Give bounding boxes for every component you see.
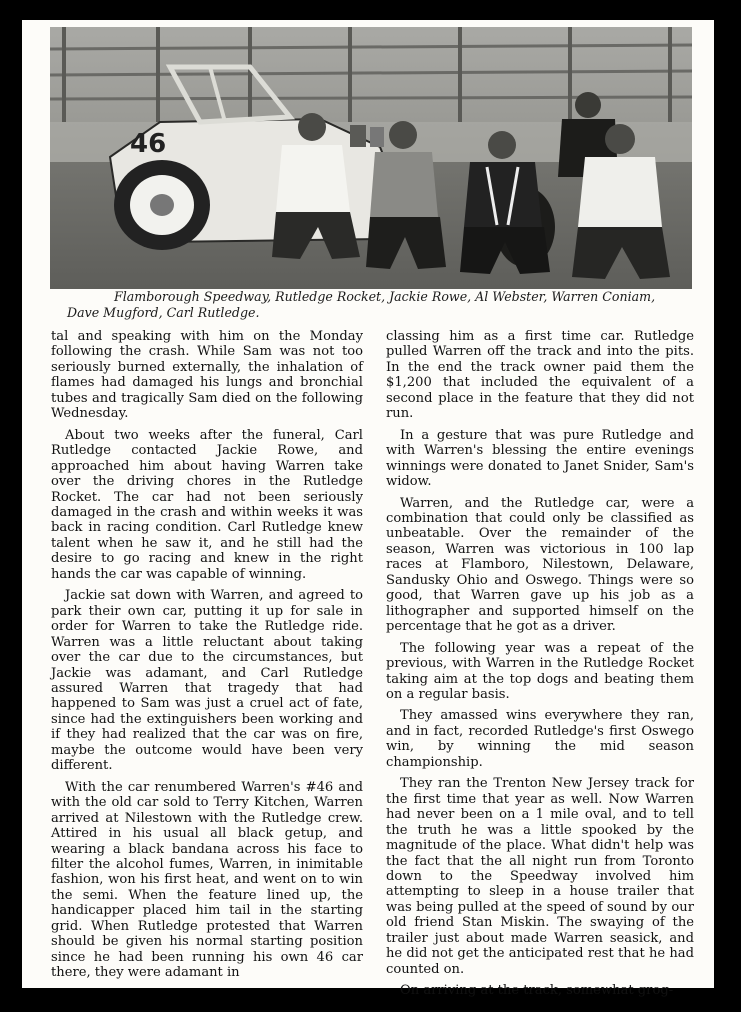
car-number: 46 — [130, 129, 167, 159]
paragraph: In a gesture that was pure Rutledge and with Warren's blessing the entire evenings winnings were donated to Janet Snider, Sam's widow. — [386, 427, 694, 490]
caption-line-2: Dave Mugford, Carl Rutledge. — [67, 305, 260, 320]
paragraph: classing him as a first time car. Rutledge pulled Warren off the track and into the pits. In the end the track owner paid them the $1,200 that included the equivalent of a second place in the feature that they did not run. — [386, 329, 694, 422]
left-column — [51, 329, 363, 987]
paragraph: They ran the Trenton New Jersey track for the first time that year as well. Now Warren had never been on a 1 mile oval, and to tell the truth he was a little spooked by the magnitude of the place. What didn't help was the fact that the all night run from Toronto down to the Speedway involved him attempting to sleep in a house trailer that was being pulled at the speed of sound by our old friend Stan Miskin. The swaying of the trailer just about made Warren seasick, and he did not get the anticipated rest that he had counted on. — [386, 776, 694, 977]
caption-line-1: Flamborough Speedway, Rutledge Rocket, Jackie Rowe, Al Webster, Warren Coniam, — [114, 289, 656, 304]
paragraph: On arriving at the track, somewhat grog- — [400, 983, 674, 999]
paragraph: Jackie sat down with Warren, and agreed to park their own car, putting it up for sale in order for Warren to take the Rutledge ride. Warren was a little reluctant about taking over the car due to the circumstances, but Jackie was adamant, and Carl Rutledge assured Warren that tragedy that had happened to Sam was just a cruel act of fate, since had the extinguishers been working and if they had realized that the car was on fire, maybe the outcome would have been very different. — [51, 588, 363, 774]
paragraph: About two weeks after the funeral, Carl Rutledge contacted Jackie Rowe, and approached him about having Warren take over the driving chores in the Rutledge Rocket. The car had not been seriously damaged in the crash and within weeks it was back in racing condition. Carl Rutledge knew talent when he saw it, and he still had the desire to go racing and knew in the right hands the car was capable of winning. — [51, 427, 363, 582]
magazine-page — [22, 20, 714, 999]
paragraph: The following year was a repeat of the previous, with Warren in the Rutledge Rocket taking aim at the top dogs and beating them on a regular basis. — [386, 640, 694, 702]
right-column — [386, 329, 694, 1005]
paragraph: tal and speaking with him on the Monday following the crash. While Sam was not too seriously burned externally, the inhalation of flames had damaged his lungs and bronchial tubes and tragically Sam died on the following Wednesday. — [51, 329, 363, 422]
paragraph: They amassed wins everywhere they ran, and in fact, recorded Rutledge's first Oswego win, by winning the mid season championship. — [386, 708, 694, 770]
paragraph: Warren, and the Rutledge car, were a combination that could only be classified as unbeatable. Over the remainder of the season, Warren was victorious in 100 lap races at Flamboro, Nilestown, Delaware, Sandusky Ohio and Oswego. Things were so good, that Warren gave up his job as a lithographer and supported himself on the percentage that he got as a driver. — [386, 495, 694, 635]
race-car-photo — [50, 27, 692, 289]
photo-caption — [54, 289, 694, 321]
paragraph: With the car renumbered Warren's #46 and with the old car sold to Terry Kitchen, Warren arrived at Nilestown with the Rutledge crew. Attired in his usual all black getup, and wearing a black bandana across his face to filter the alcohol fumes, Warren, in inimitable fashion, won his first heat, and went on to win the semi. When the feature lined up, the handicapper placed him tail in the starting grid. When Rutledge protested that Warren should be given his normal starting position since he had been running his own 46 car there, they were adamant in — [51, 779, 363, 981]
